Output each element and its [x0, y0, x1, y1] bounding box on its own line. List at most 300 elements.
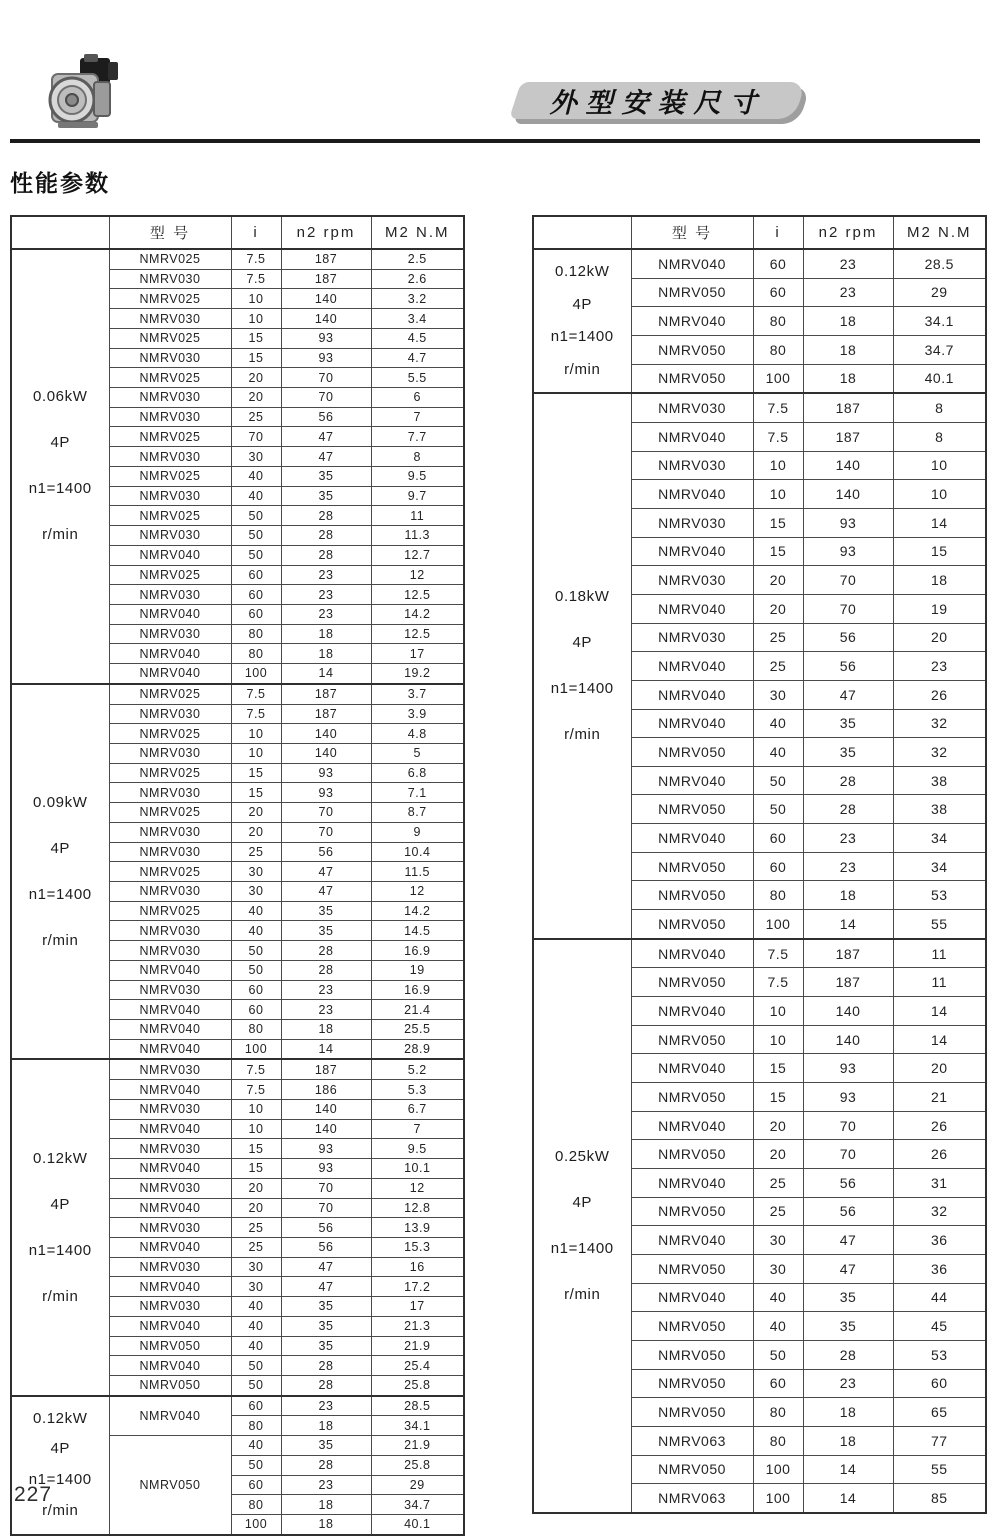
- model-cell: NMRV030: [109, 447, 231, 467]
- column-header: M2 N.M: [371, 216, 464, 249]
- model-cell: NMRV040: [109, 1039, 231, 1059]
- n2-rpm-cell: 140: [281, 309, 371, 329]
- n2-rpm-cell: 186: [281, 1080, 371, 1100]
- model-cell: NMRV030: [109, 980, 231, 1000]
- n2-rpm-cell: 47: [803, 680, 893, 709]
- ratio-cell: 50: [231, 941, 281, 961]
- model-cell: NMRV025: [109, 328, 231, 348]
- n2-rpm-cell: 93: [803, 508, 893, 537]
- n2-rpm-cell: 140: [803, 451, 893, 480]
- torque-cell: 6.7: [371, 1099, 464, 1119]
- ratio-cell: 80: [231, 1495, 281, 1515]
- table-row: [533, 249, 986, 278]
- n2-rpm-cell: 187: [281, 1059, 371, 1079]
- n2-rpm-cell: 23: [281, 1000, 371, 1020]
- torque-cell: 20: [893, 623, 986, 652]
- model-cell: NMRV063: [631, 1426, 753, 1455]
- model-cell: NMRV040: [109, 545, 231, 565]
- torque-cell: 65: [893, 1398, 986, 1427]
- ratio-cell: 15: [753, 537, 803, 566]
- torque-cell: 34.7: [893, 335, 986, 364]
- model-cell: NMRV050: [109, 1375, 231, 1395]
- model-cell: NMRV025: [109, 862, 231, 882]
- product-photo-gearbox-icon: [34, 52, 134, 140]
- model-cell: NMRV040: [631, 537, 753, 566]
- torque-cell: 21.3: [371, 1316, 464, 1336]
- n2-rpm-cell: 93: [281, 1139, 371, 1159]
- n2-rpm-cell: 18: [803, 881, 893, 910]
- torque-cell: 9.5: [371, 1139, 464, 1159]
- ratio-cell: 25: [231, 1237, 281, 1257]
- model-cell: NMRV025: [109, 803, 231, 823]
- n2-rpm-cell: 23: [803, 278, 893, 307]
- table-header-row: [11, 216, 464, 249]
- model-cell: NMRV030: [109, 783, 231, 803]
- torque-cell: 10.4: [371, 842, 464, 862]
- n2-rpm-cell: 14: [803, 1484, 893, 1513]
- model-cell: NMRV050: [631, 910, 753, 939]
- model-cell: NMRV050: [631, 738, 753, 767]
- n2-rpm-cell: 23: [281, 585, 371, 605]
- model-cell: NMRV050: [631, 278, 753, 307]
- n2-rpm-cell: 18: [803, 307, 893, 336]
- model-cell: NMRV040: [631, 1169, 753, 1198]
- torque-cell: 25.5: [371, 1020, 464, 1040]
- torque-cell: 16.9: [371, 980, 464, 1000]
- ratio-cell: 50: [753, 1340, 803, 1369]
- n2-rpm-cell: 187: [803, 422, 893, 451]
- model-cell: NMRV040: [631, 652, 753, 681]
- ratio-cell: 25: [753, 1197, 803, 1226]
- ratio-cell: 80: [231, 644, 281, 664]
- torque-cell: 55: [893, 910, 986, 939]
- model-cell: NMRV050: [631, 364, 753, 393]
- torque-cell: 34.1: [893, 307, 986, 336]
- ratio-cell: 20: [231, 388, 281, 408]
- ratio-cell: 7.5: [753, 968, 803, 997]
- torque-cell: 25.8: [371, 1375, 464, 1395]
- n2-rpm-cell: 18: [281, 1495, 371, 1515]
- n2-rpm-cell: 18: [281, 644, 371, 664]
- model-cell: NMRV040: [109, 1080, 231, 1100]
- n2-rpm-cell: 47: [281, 1257, 371, 1277]
- n2-rpm-cell: 28: [803, 1340, 893, 1369]
- ratio-cell: 20: [231, 368, 281, 388]
- torque-cell: 11.3: [371, 526, 464, 546]
- ratio-cell: 60: [753, 852, 803, 881]
- model-cell: NMRV063: [631, 1484, 753, 1513]
- n2-rpm-cell: 187: [803, 968, 893, 997]
- n2-rpm-cell: 140: [281, 724, 371, 744]
- ratio-cell: 50: [231, 1356, 281, 1376]
- torque-cell: 38: [893, 766, 986, 795]
- model-cell: NMRV030: [631, 623, 753, 652]
- n2-rpm-cell: 93: [803, 1083, 893, 1112]
- n2-rpm-cell: 140: [803, 480, 893, 509]
- torque-cell: 45: [893, 1312, 986, 1341]
- table-row: [11, 1059, 464, 1079]
- n2-rpm-cell: 35: [803, 1283, 893, 1312]
- ratio-cell: 60: [231, 1000, 281, 1020]
- model-cell: NMRV040: [109, 1396, 231, 1436]
- n2-rpm-cell: 56: [281, 1218, 371, 1238]
- model-cell: NMRV050: [631, 335, 753, 364]
- torque-cell: 8: [893, 393, 986, 422]
- ratio-cell: 30: [231, 1277, 281, 1297]
- model-cell: NMRV040: [631, 939, 753, 968]
- power-group-label: 0.18kW 4P n1=1400 r/min: [533, 393, 631, 938]
- ratio-cell: 7.5: [231, 249, 281, 269]
- model-cell: NMRV040: [109, 604, 231, 624]
- n2-rpm-cell: 35: [281, 1297, 371, 1317]
- ratio-cell: 7.5: [231, 684, 281, 704]
- torque-cell: 12.8: [371, 1198, 464, 1218]
- n2-rpm-cell: 47: [803, 1254, 893, 1283]
- ratio-cell: 60: [231, 565, 281, 585]
- ratio-cell: 15: [753, 1054, 803, 1083]
- torque-cell: 11.5: [371, 862, 464, 882]
- model-cell: NMRV025: [109, 506, 231, 526]
- model-cell: NMRV030: [109, 388, 231, 408]
- model-cell: NMRV030: [109, 1257, 231, 1277]
- ratio-cell: 80: [231, 1020, 281, 1040]
- torque-cell: 8.7: [371, 803, 464, 823]
- torque-cell: 32: [893, 1197, 986, 1226]
- table-row: [533, 393, 986, 422]
- model-cell: NMRV050: [631, 881, 753, 910]
- ratio-cell: 50: [231, 960, 281, 980]
- n2-rpm-cell: 47: [281, 1277, 371, 1297]
- table-row: [11, 684, 464, 704]
- model-cell: NMRV050: [631, 1369, 753, 1398]
- model-cell: NMRV025: [109, 684, 231, 704]
- n2-rpm-cell: 93: [803, 1054, 893, 1083]
- model-cell: NMRV050: [631, 1025, 753, 1054]
- model-cell: NMRV040: [109, 1277, 231, 1297]
- model-cell: NMRV030: [109, 842, 231, 862]
- ratio-cell: 30: [231, 447, 281, 467]
- torque-cell: 7: [371, 1119, 464, 1139]
- ratio-cell: 100: [753, 910, 803, 939]
- model-cell: NMRV030: [109, 743, 231, 763]
- header-divider: [10, 139, 980, 143]
- n2-rpm-cell: 23: [281, 1475, 371, 1495]
- model-cell: NMRV030: [109, 822, 231, 842]
- torque-cell: 20: [893, 1054, 986, 1083]
- n2-rpm-cell: 47: [803, 1226, 893, 1255]
- n2-rpm-cell: 140: [281, 743, 371, 763]
- torque-cell: 21.4: [371, 1000, 464, 1020]
- torque-cell: 14.5: [371, 921, 464, 941]
- model-cell: NMRV040: [631, 680, 753, 709]
- ratio-cell: 25: [753, 1169, 803, 1198]
- ratio-cell: 15: [231, 783, 281, 803]
- n2-rpm-cell: 28: [281, 526, 371, 546]
- ratio-cell: 7.5: [753, 422, 803, 451]
- n2-rpm-cell: 47: [281, 447, 371, 467]
- torque-cell: 15.3: [371, 1237, 464, 1257]
- ratio-cell: 10: [231, 309, 281, 329]
- model-cell: NMRV030: [109, 269, 231, 289]
- model-cell: NMRV025: [109, 289, 231, 309]
- ratio-cell: 40: [231, 921, 281, 941]
- n2-rpm-cell: 70: [281, 1198, 371, 1218]
- n2-rpm-cell: 187: [281, 269, 371, 289]
- torque-cell: 6.8: [371, 763, 464, 783]
- torque-cell: 3.7: [371, 684, 464, 704]
- model-cell: NMRV030: [109, 704, 231, 724]
- ratio-cell: 60: [231, 604, 281, 624]
- torque-cell: 12.5: [371, 624, 464, 644]
- model-cell: NMRV040: [109, 644, 231, 664]
- n2-rpm-cell: 187: [281, 684, 371, 704]
- ratio-cell: 20: [753, 594, 803, 623]
- torque-cell: 4.8: [371, 724, 464, 744]
- torque-cell: 8: [371, 447, 464, 467]
- power-group-label: 0.09kW 4P n1=1400 r/min: [11, 684, 109, 1060]
- torque-cell: 7: [371, 407, 464, 427]
- model-cell: NMRV040: [109, 1356, 231, 1376]
- torque-cell: 36: [893, 1226, 986, 1255]
- model-cell: NMRV040: [109, 1119, 231, 1139]
- model-cell: NMRV025: [109, 368, 231, 388]
- n2-rpm-cell: 93: [281, 348, 371, 368]
- torque-cell: 26: [893, 680, 986, 709]
- torque-cell: 23: [893, 652, 986, 681]
- ratio-cell: 100: [231, 1039, 281, 1059]
- torque-cell: 5.5: [371, 368, 464, 388]
- model-cell: NMRV030: [109, 1099, 231, 1119]
- torque-cell: 12: [371, 565, 464, 585]
- ratio-cell: 40: [231, 1316, 281, 1336]
- torque-cell: 14: [893, 508, 986, 537]
- model-cell: NMRV050: [631, 1083, 753, 1112]
- corner-cell: [11, 216, 109, 249]
- model-cell: NMRV025: [109, 901, 231, 921]
- table-row: [11, 249, 464, 269]
- ratio-cell: 80: [753, 1398, 803, 1427]
- torque-cell: 34: [893, 852, 986, 881]
- ratio-cell: 15: [231, 348, 281, 368]
- ratio-cell: 30: [231, 862, 281, 882]
- model-cell: NMRV030: [109, 526, 231, 546]
- torque-cell: 17: [371, 644, 464, 664]
- column-header: n2 rpm: [803, 216, 893, 249]
- model-cell: NMRV050: [631, 795, 753, 824]
- model-cell: NMRV030: [109, 941, 231, 961]
- n2-rpm-cell: 35: [281, 901, 371, 921]
- torque-cell: 2.5: [371, 249, 464, 269]
- n2-rpm-cell: 47: [281, 427, 371, 447]
- n2-rpm-cell: 23: [803, 852, 893, 881]
- model-cell: NMRV030: [109, 921, 231, 941]
- ratio-cell: 25: [231, 1218, 281, 1238]
- ratio-cell: 50: [231, 545, 281, 565]
- ratio-cell: 20: [753, 1140, 803, 1169]
- n2-rpm-cell: 28: [281, 1356, 371, 1376]
- model-cell: NMRV040: [109, 1159, 231, 1179]
- torque-cell: 11: [893, 968, 986, 997]
- torque-cell: 34: [893, 824, 986, 853]
- torque-cell: 19: [893, 594, 986, 623]
- ratio-cell: 25: [231, 407, 281, 427]
- torque-cell: 17.2: [371, 1277, 464, 1297]
- torque-cell: 12.7: [371, 545, 464, 565]
- model-cell: NMRV030: [109, 309, 231, 329]
- torque-cell: 31: [893, 1169, 986, 1198]
- model-cell: NMRV050: [109, 1336, 231, 1356]
- ratio-cell: 60: [753, 249, 803, 278]
- ratio-cell: 10: [753, 480, 803, 509]
- n2-rpm-cell: 187: [281, 704, 371, 724]
- torque-cell: 10: [893, 451, 986, 480]
- ratio-cell: 10: [753, 997, 803, 1026]
- ratio-cell: 7.5: [231, 1080, 281, 1100]
- model-cell: NMRV050: [631, 1340, 753, 1369]
- n2-rpm-cell: 18: [803, 364, 893, 393]
- torque-cell: 53: [893, 1340, 986, 1369]
- torque-cell: 28.5: [893, 249, 986, 278]
- torque-cell: 19: [371, 960, 464, 980]
- model-cell: NMRV040: [631, 824, 753, 853]
- ratio-cell: 30: [231, 1257, 281, 1277]
- torque-cell: 28.9: [371, 1039, 464, 1059]
- model-cell: NMRV050: [631, 1312, 753, 1341]
- torque-cell: 7.7: [371, 427, 464, 447]
- model-cell: NMRV040: [631, 307, 753, 336]
- model-cell: NMRV050: [631, 1455, 753, 1484]
- ratio-cell: 7.5: [753, 393, 803, 422]
- torque-cell: 16.9: [371, 941, 464, 961]
- n2-rpm-cell: 28: [803, 766, 893, 795]
- ratio-cell: 15: [231, 328, 281, 348]
- torque-cell: 38: [893, 795, 986, 824]
- torque-cell: 4.5: [371, 328, 464, 348]
- n2-rpm-cell: 28: [281, 545, 371, 565]
- model-cell: NMRV040: [631, 709, 753, 738]
- torque-cell: 34.7: [371, 1495, 464, 1515]
- torque-cell: 12: [371, 1178, 464, 1198]
- torque-cell: 77: [893, 1426, 986, 1455]
- n2-rpm-cell: 140: [281, 1119, 371, 1139]
- n2-rpm-cell: 140: [281, 289, 371, 309]
- n2-rpm-cell: 70: [281, 1178, 371, 1198]
- ratio-cell: 20: [231, 1198, 281, 1218]
- power-group-label: 0.12kW 4P n1=1400 r/min: [11, 1059, 109, 1395]
- ratio-cell: 20: [231, 803, 281, 823]
- ratio-cell: 50: [231, 506, 281, 526]
- torque-cell: 25.4: [371, 1356, 464, 1376]
- torque-cell: 21.9: [371, 1436, 464, 1456]
- column-header: 型 号: [109, 216, 231, 249]
- model-cell: NMRV040: [631, 249, 753, 278]
- ratio-cell: 30: [753, 680, 803, 709]
- torque-cell: 16: [371, 1257, 464, 1277]
- model-cell: NMRV040: [631, 1283, 753, 1312]
- model-cell: NMRV025: [109, 724, 231, 744]
- n2-rpm-cell: 28: [281, 506, 371, 526]
- n2-rpm-cell: 56: [281, 407, 371, 427]
- model-cell: NMRV025: [109, 249, 231, 269]
- torque-cell: 5.3: [371, 1080, 464, 1100]
- n2-rpm-cell: 70: [281, 368, 371, 388]
- ratio-cell: 100: [231, 1515, 281, 1535]
- n2-rpm-cell: 56: [803, 1169, 893, 1198]
- torque-cell: 11: [893, 939, 986, 968]
- ratio-cell: 10: [231, 1099, 281, 1119]
- model-cell: NMRV040: [631, 1226, 753, 1255]
- n2-rpm-cell: 23: [281, 980, 371, 1000]
- model-cell: NMRV050: [631, 1197, 753, 1226]
- ratio-cell: 100: [753, 1484, 803, 1513]
- ratio-cell: 60: [231, 1475, 281, 1495]
- ratio-cell: 20: [753, 566, 803, 595]
- torque-cell: 5: [371, 743, 464, 763]
- torque-cell: 5.2: [371, 1059, 464, 1079]
- n2-rpm-cell: 35: [281, 1336, 371, 1356]
- ratio-cell: 10: [231, 724, 281, 744]
- ratio-cell: 40: [231, 466, 281, 486]
- model-cell: NMRV025: [109, 565, 231, 585]
- torque-cell: 10: [893, 480, 986, 509]
- n2-rpm-cell: 35: [803, 1312, 893, 1341]
- n2-rpm-cell: 18: [803, 1398, 893, 1427]
- n2-rpm-cell: 187: [803, 939, 893, 968]
- model-cell: NMRV025: [109, 466, 231, 486]
- torque-cell: 55: [893, 1455, 986, 1484]
- model-cell: NMRV025: [109, 427, 231, 447]
- torque-cell: 26: [893, 1111, 986, 1140]
- ratio-cell: 30: [753, 1254, 803, 1283]
- model-cell: NMRV040: [631, 1054, 753, 1083]
- n2-rpm-cell: 56: [281, 842, 371, 862]
- ratio-cell: 10: [231, 1119, 281, 1139]
- model-cell: NMRV040: [109, 1237, 231, 1257]
- ratio-cell: 25: [753, 652, 803, 681]
- ratio-cell: 40: [231, 1436, 281, 1456]
- n2-rpm-cell: 18: [803, 1426, 893, 1455]
- ratio-cell: 15: [231, 1139, 281, 1159]
- ratio-cell: 80: [231, 624, 281, 644]
- n2-rpm-cell: 56: [803, 652, 893, 681]
- ratio-cell: 25: [753, 623, 803, 652]
- page-number: 227: [14, 1483, 53, 1506]
- n2-rpm-cell: 28: [281, 941, 371, 961]
- ratio-cell: 50: [753, 795, 803, 824]
- ratio-cell: 7.5: [231, 1059, 281, 1079]
- ratio-cell: 80: [753, 335, 803, 364]
- ratio-cell: 50: [231, 1455, 281, 1475]
- n2-rpm-cell: 70: [803, 1140, 893, 1169]
- n2-rpm-cell: 140: [803, 997, 893, 1026]
- column-header: n2 rpm: [281, 216, 371, 249]
- model-cell: NMRV040: [109, 960, 231, 980]
- ratio-cell: 20: [231, 822, 281, 842]
- ratio-cell: 40: [753, 709, 803, 738]
- section-title: 性能参数: [10, 170, 110, 196]
- model-cell: NMRV050: [631, 1398, 753, 1427]
- n2-rpm-cell: 14: [803, 1455, 893, 1484]
- ratio-cell: 25: [231, 842, 281, 862]
- torque-cell: 21: [893, 1083, 986, 1112]
- model-cell: NMRV050: [109, 1436, 231, 1535]
- n2-rpm-cell: 23: [281, 565, 371, 585]
- torque-cell: 40.1: [893, 364, 986, 393]
- ratio-cell: 80: [231, 1416, 281, 1436]
- torque-cell: 3.9: [371, 704, 464, 724]
- n2-rpm-cell: 35: [281, 486, 371, 506]
- ratio-cell: 10: [231, 743, 281, 763]
